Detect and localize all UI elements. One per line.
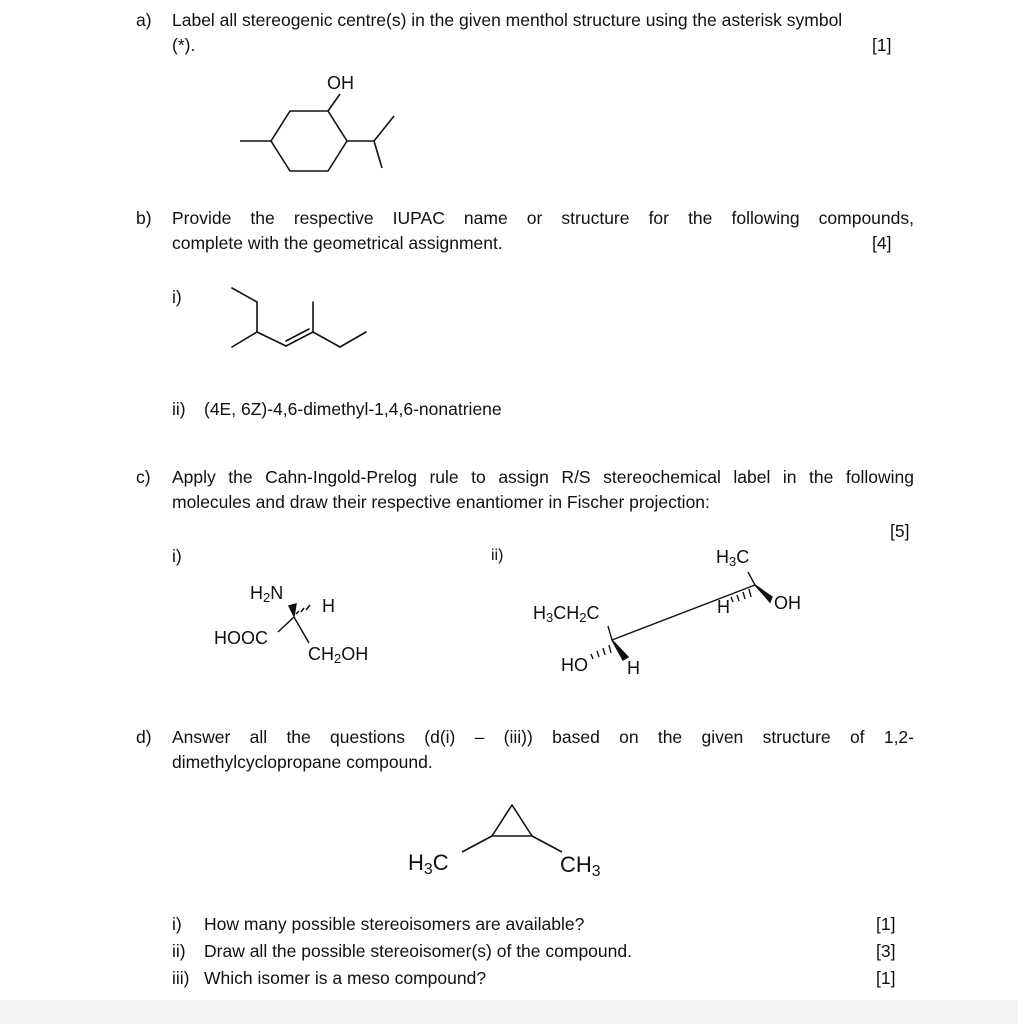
part-b-ii-label: ii) <box>172 399 186 419</box>
part-b-ii-name: (4E, 6Z)-4,6-dimethyl-1,4,6-nonatriene <box>204 399 502 419</box>
cyclopropane-bond-ch3 <box>532 836 562 852</box>
part-d-label: d) <box>136 727 152 747</box>
cyclopropane-ring <box>492 805 532 836</box>
part-a-label: a) <box>136 10 152 30</box>
c2-h-bottom-label: H <box>627 658 640 678</box>
part-b-question-line2: complete with the geometrical assignment. <box>172 233 503 253</box>
part-a-marks: [1] <box>872 35 892 55</box>
d-question-3-num: iii) <box>172 968 190 988</box>
d-ch3-label: $CH_3$ <box>560 852 601 880</box>
c1-h2n-label: $H_2N$ <box>250 583 284 606</box>
c2-oh-label: OH <box>774 593 801 613</box>
part-d-question-line2: dimethylcyclopropane compound. <box>172 752 433 772</box>
d-question-1-num: i) <box>172 914 182 934</box>
part-c-marks: [5] <box>890 521 910 541</box>
part-a-question-line1: Label all stereogenic centre(s) in the given menthol structure using the asterisk symbol <box>172 10 843 30</box>
d-question-2-num: ii) <box>172 941 186 961</box>
c1-ch2oh-label: $CH_2OH$ <box>308 644 369 667</box>
d-question-3-marks: [1] <box>876 968 896 988</box>
part-b-label: b) <box>136 208 152 228</box>
part-c-label: c) <box>136 467 151 487</box>
part-d-question-line1: Answer all the questions (d(i) – (iii)) based on the given structure of 1,2- <box>172 727 914 747</box>
d-question-1-text: How many possible stereoisomers are available? <box>204 914 585 934</box>
d-question-2-text: Draw all the possible stereoisomer(s) of the compound. <box>204 941 632 961</box>
d-question-1-marks: [1] <box>876 914 896 934</box>
d-question-2-marks: [3] <box>876 941 896 961</box>
c1-h-label: H <box>322 596 335 616</box>
part-c-question-line2: molecules and draw their respective enantiomer in Fischer projection: <box>172 492 710 512</box>
d-question-3-text: Which isomer is a meso compound? <box>204 968 487 988</box>
c2-h3ch2c-label: $H_3CH_2C$ <box>533 603 600 626</box>
part-c-i-label: i) <box>172 546 182 566</box>
part-c-question-line1: Apply the Cahn-Ingold-Prelog rule to assign R/S stereochemical label in the following <box>172 467 914 487</box>
part-c-ii-label: ii) <box>491 547 504 564</box>
menthol-oh-label: OH <box>327 73 354 93</box>
part-b-question-line1: Provide the respective IUPAC name or structure for the following compounds, <box>172 208 914 228</box>
c1-hooc-label: HOOC <box>214 628 268 648</box>
page-bottom-edge <box>0 1000 1018 1024</box>
part-b-i-label: i) <box>172 287 182 307</box>
cyclopropane-bond-h3c <box>462 836 492 852</box>
part-a-question-line2: (*). <box>172 35 196 55</box>
c2-ho-label: HO <box>561 655 588 675</box>
part-b-marks: [4] <box>872 233 892 253</box>
d-h3c-label: $H_3C$ <box>408 850 449 878</box>
c2-h-top-label: H <box>717 597 730 617</box>
c2-h3c-label: $H_3C$ <box>716 547 750 570</box>
